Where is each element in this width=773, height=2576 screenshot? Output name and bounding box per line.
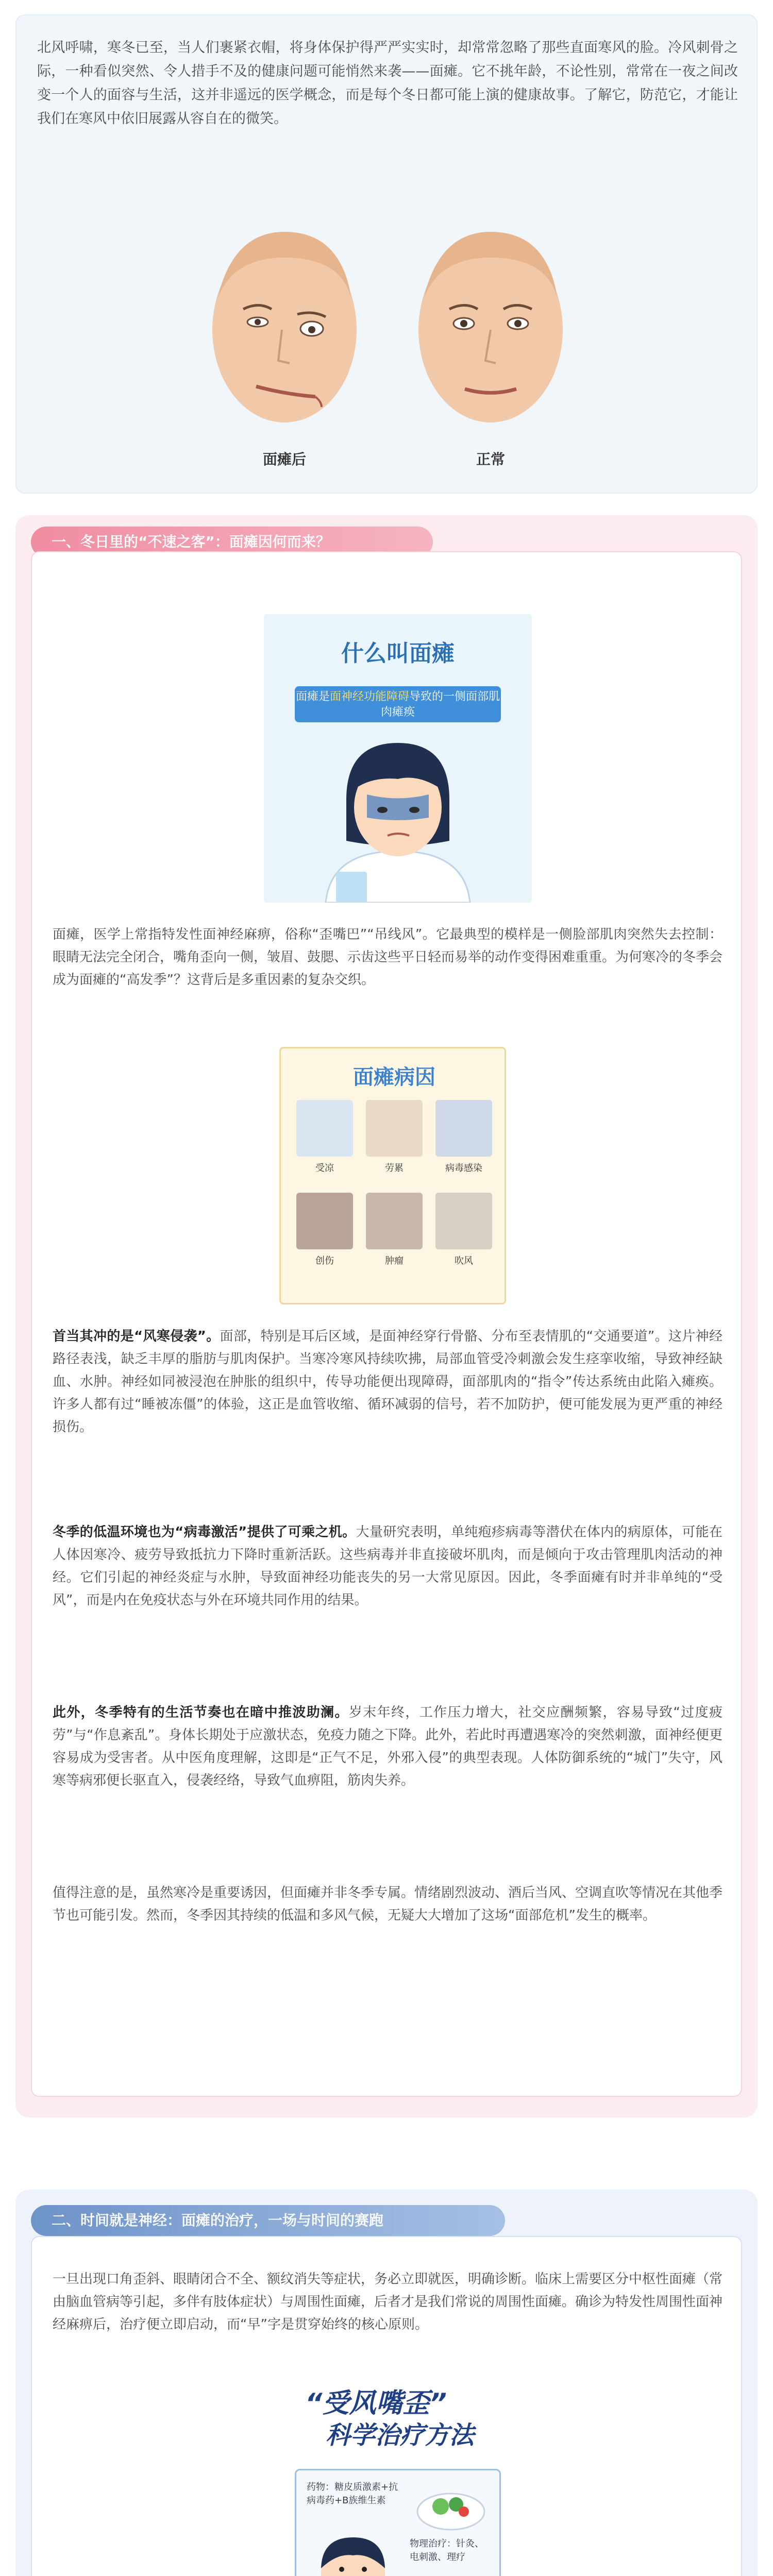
face-paralysis-illustration: [187, 211, 382, 438]
paragraph-body: 岁末年终，工作压力增大，社交应酬频繁，容易导致“过度疲劳”与“作息紊乱”。身体长期处于应激状态，免疫力随之下降。此外，若此时再遭遇寒冷的突然刺激，面神经便更容易成为受害者。从中医角度理解，这即是“正气不足，外邪入侵”的典型表现。人体防御系统的“城门”失守，风寒等病邪便长驱直入，侵袭经络，导致气血痹阻，筋肉失养。: [53, 1705, 722, 1788]
face-comparison-image: [187, 211, 589, 479]
intro-card: [15, 14, 758, 494]
cause-wind-icon: [435, 1193, 492, 1249]
section-causes-header: 一、冬日里的“不速之客”：面瘫因何而来？: [31, 527, 433, 557]
paragraph-note: 值得注意的是，虽然寒冷是重要诱因，但面瘫并非冬季专属。情绪剧烈波动、酒后当风、空调直吹等情况在其他季节也可能引发。然而，冬季因其持续的低温和多风气候，无疑大大增加了这场“面部危机”发生的概率。: [53, 1885, 723, 1923]
causes-image: [279, 1047, 506, 1304]
cause-item: [296, 1100, 353, 1177]
cause-label: 受凉: [315, 1163, 334, 1174]
paragraph-lead: 冬季的低温环境也为“病毒激活”提供了可乘之机。: [53, 1524, 356, 1540]
cause-item: [366, 1193, 423, 1270]
cause-label: 吹风: [455, 1256, 473, 1266]
cause-fatigue-icon: [366, 1100, 423, 1157]
definition-bubble: [295, 686, 501, 722]
cause-label: 劳累: [385, 1163, 404, 1174]
patient-illustration: [315, 733, 480, 903]
cause-virus-icon: [435, 1100, 492, 1157]
face-label-normal: 正常: [476, 451, 505, 468]
section-causes: [15, 515, 758, 2117]
bubble-highlight: 面神经功能障碍: [329, 690, 409, 703]
face-label-paralysis: 面瘫后: [262, 451, 306, 468]
paragraph-wind-cold: [53, 1325, 722, 1438]
infographic-item: 物理治疗：针灸、电刺激、理疗: [410, 2538, 484, 2563]
bubble-text-b: 导致的一侧面部肌肉瘫痪: [380, 690, 500, 719]
cause-cold-icon: [296, 1100, 353, 1157]
paragraph-definition: 面瘫，医学上常指特发性面神经麻痹，俗称“歪嘴巴”“吊线风”。它最典型的模样是一侧脸部肌肉突然失去控制：眼睛无法完全闭合，嘴角歪向一侧，皱眉、鼓腮、示齿这些平日轻而易举的动作变得困难重重。为何寒冷的冬季会成为面瘫的“高发季”？这背后是多重因素的复杂交织。: [53, 927, 723, 988]
intro-paragraph: 北风呼啸，寒冬已至，当人们裹紧衣帽，将身体保护得严严实实时，却常常忽略了那些直面寒风的脸。冷风刺骨之际，一种看似突然、令人措手不及的健康问题可能悄然来袭——面瘫。它不挑年龄，不论性别，常常在一夜之间改变一个人的面容与生活，这并非遥远的医学概念，而是每个冬日都可能上演的健康故事。了解它，防范它，才能让我们在寒风中依旧展露从容自在的微笑。: [37, 40, 738, 127]
section-treatment-body: [31, 2236, 742, 2576]
infographic-panel: [295, 2469, 501, 2576]
cause-label: 肿瘤: [385, 1256, 404, 1266]
infographic-title-2: 科学治疗方法: [326, 2421, 475, 2450]
bubble-text-a: 面瘫是: [295, 690, 330, 703]
paragraph-virus: [53, 1521, 722, 1612]
salad-icon: [415, 2481, 487, 2532]
treatment-infographic: [248, 2371, 537, 2576]
section-treatment: [15, 2190, 758, 2576]
cause-label: 病毒感染: [445, 1163, 482, 1174]
causes-grid: [296, 1100, 492, 1285]
face-normal-illustration: [393, 211, 589, 438]
image-title: 什么叫面瘫: [341, 640, 455, 667]
infographic-item: 药物：糖皮质激素+抗病毒药+B族维生素: [307, 2482, 398, 2506]
cause-item: [435, 1100, 492, 1177]
paragraph-body: 面部，特别是耳后区域，是面神经穿行骨骼、分布至表情肌的“交通要道”。这片神经路径表浅，缺乏丰厚的脂肪与肌肉保护。当寒冷寒风持续吹拂，局部血管受冷刺激会发生痉挛收缩，导致神经缺血、水肿。神经如同被浸泡在肿胀的组织中，传导功能便出现障碍，面部肌肉的“指令”传达系统由此陷入瘫痪。许多人都有过“睡被冻僵”的体验，这正是血管收缩、循环减弱的信号，若不加防护，便可能发展为更严重的神经损伤。: [53, 1329, 722, 1435]
causes-title: 面瘫病因: [353, 1065, 435, 1089]
paragraph-lead: 首当其冲的是“风寒侵袭”。: [53, 1329, 220, 1344]
cause-label: 创伤: [315, 1256, 334, 1266]
what-is-facial-paralysis-image: [264, 614, 532, 903]
paragraph-body: 大量研究表明，单纯疱疹病毒等潜伏在体内的病原体，可能在人体因寒冷、疲劳导致抵抗力下降时重新活跃。这些病毒并非直接破坏肌肉，而是倾向于攻击管理肌肉活动的神经。它们引起的神经炎症与水肿，导致面神经功能丧失的另一大常见原因。因此，冬季面瘫有时并非单纯的“受风”，而是内在免疫状态与外在环境共同作用的结果。: [53, 1524, 722, 1608]
paragraph-diagnosis: 一旦出现口角歪斜、眼睛闭合不全、额纹消失等症状，务必立即就医，明确诊断。临床上需要区分中枢性面瘫（常由脑血管病等引起，多伴有肢体症状）与周围性面瘫，后者才是我们常说的周围性面瘫。确诊为特发性周围性面神经麻痹后，治疗便立即启动，而“早”字是贯穿始终的核心原则。: [53, 2272, 723, 2332]
paragraph-lifestyle: [53, 1701, 722, 1792]
paragraph-lead: 此外，冬季特有的生活节奏也在暗中推波助澜。: [53, 1705, 349, 1720]
cause-item: [435, 1193, 492, 1270]
cause-tumor-icon: [366, 1193, 423, 1249]
cause-item: [366, 1100, 423, 1177]
infographic-title-1: “受风嘴歪”: [305, 2388, 447, 2419]
section-causes-body: [31, 551, 742, 2097]
cause-trauma-icon: [296, 1193, 353, 1249]
cause-item: [296, 1193, 353, 1270]
masked-patient-icon: [307, 2532, 399, 2576]
section-treatment-header: 二、时间就是神经：面瘫的治疗，一场与时间的赛跑: [31, 2205, 505, 2236]
